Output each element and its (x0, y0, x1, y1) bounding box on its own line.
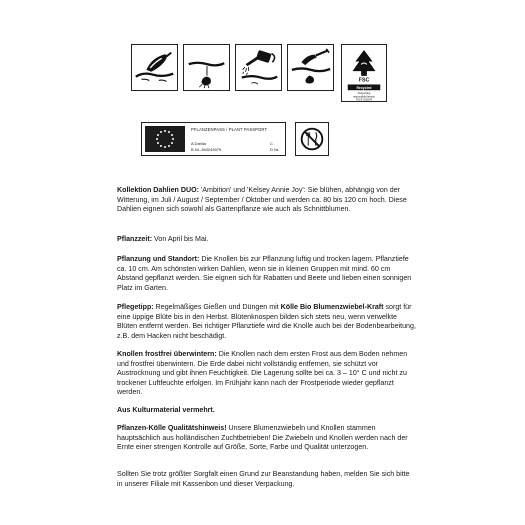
care-tip-product: Kölle Bio Blumenzwiebel-Kraft (280, 303, 384, 311)
overwintering-text: Die Knollen nach dem ersten Frost aus dem Boden nehmen und frostfrei überwintern. Die Erde dabei nicht vollständig entfernen, sie schützt vor Austrocknung und gibt ihnen Feuchtigkeit. Die Lagerung sollte bei ca. 3 – 10° C und nicht zu trockener Luftfeuchte erfolgen. Im Frühjahr kann nach der Frostperiode wieder gepflanzt werden. (117, 350, 408, 397)
section-planting-time (117, 235, 417, 245)
planting-time-heading: Pflanzzeit: (117, 235, 153, 243)
quality-heading: Pflanzen-Kölle Qualitätshinweis! (117, 424, 227, 432)
care-tip-text-1: Regelmäßiges Gießen und Düngen mit (153, 303, 281, 311)
shovel-digging-icon (287, 44, 334, 91)
section-planting-location (117, 255, 417, 293)
section-overwintering (117, 350, 417, 398)
section-propagation (117, 406, 417, 416)
planting-location-text: Die Knollen bis zur Pflanzung luftig und trocken lagern. Pflanztiefe ca. 10 cm. Am schönsten wirken Dahlien, wenn sie in kleinen Gruppen mit mind. 60 cm Abstand gepflanzt werden. Sie eignen sich für Rabatten und Beete und lieben einen sonnigen Platz im Garten. (117, 255, 412, 292)
not-for-consumption-icon (295, 122, 329, 156)
planting-time-text: Von April bis Mai. (152, 235, 209, 243)
fsc-forestry-text: responsible forestry (353, 95, 375, 99)
complaints-text: Sollten Sie trotz größter Sorgfalt einen Grund zur Beanstandung haben, melden Sie sich bitte in unserer Filiale mit Kassenbon und dieser Verpackung. (117, 470, 410, 488)
care-tip-text-2: sorgt für eine üppige Blüte bis in den Herbst. Blütenknospen bilden sich stets neu, wenn verwelkte Blüten entfernt werden. Bei richtiger Pflanztiefe wird die Knolle auch bei der Bodenbearbeitung, z.B. dem Hacken nicht beschädigt. (117, 303, 416, 340)
section-care-tip (117, 303, 417, 341)
tuber-depth-icon (183, 44, 230, 91)
overwintering-heading: Knollen frostfrei überwintern: (117, 350, 217, 358)
passport-a: A Dahlia (191, 141, 206, 146)
fsc-logo-text: FSC (358, 77, 370, 84)
section-quality (117, 424, 417, 453)
collection-text: 'Ambition' und 'Kelsey Annie Joy': Sie blühen, abhängig von der Witterung, im Juli / August / September / Oktober und werden ca. 80 bis 120 cm hoch. Diese Dahlien eignen sich sowohl als Gartenpflanze wie auch als Schnittblumen. (117, 186, 407, 214)
collection-heading: Kollektion Dahlien DUO: (117, 186, 199, 194)
watering-can-icon (235, 44, 282, 91)
propagation-note: Aus Kulturmaterial vermehrt. (117, 406, 215, 414)
passport-d: D NL (270, 147, 280, 152)
planting-location-heading: Pflanzung und Standort: (117, 255, 200, 263)
passport-c: C (270, 141, 273, 146)
plant-passport (141, 122, 286, 156)
fsc-recycled-text: Recycled (356, 85, 372, 90)
fsc-logo (341, 44, 387, 102)
section-collection (117, 186, 417, 215)
care-icons-row (131, 44, 387, 102)
section-complaints (117, 470, 417, 489)
quality-text: Unsere Blumenzwiebeln und Knollen stammen hauptsächlich aus holländischen Zuchtbetrieben! Die Zwiebeln und Knollen werden nach der Ernte einer strengen Kontrolle auf Größe, Sorte, Farbe und Qualität unterzogen. (117, 424, 408, 452)
planting-tuber-icon (131, 44, 178, 91)
care-tip-heading: Pflegetipp: (117, 303, 154, 311)
passport-title: PFLANZENPASS / PLANT PASSPORT (191, 127, 268, 132)
passport-b: B NL-363249079 (191, 147, 222, 152)
eu-flag-icon (145, 126, 185, 152)
fsc-supporting-text: Supporting (357, 92, 371, 96)
fsc-code-text: FSC® C001874 (355, 99, 373, 101)
